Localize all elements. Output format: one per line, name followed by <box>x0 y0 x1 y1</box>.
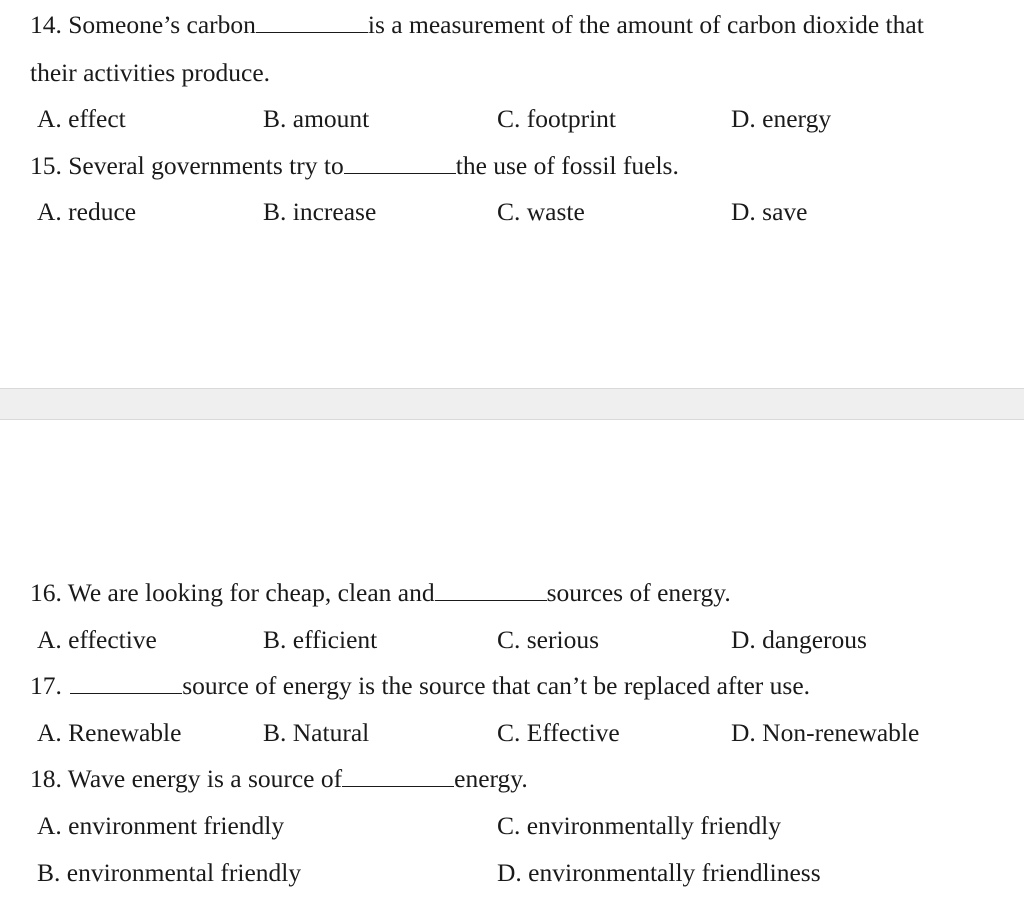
question-14-option-c: C. footprint <box>497 104 616 133</box>
question-16-option-c: C. serious <box>497 625 599 654</box>
question-14-option-a: A. effect <box>37 104 126 133</box>
question-16-option-a: A. effective <box>37 625 157 654</box>
question-15-option-d: D. save <box>731 197 808 226</box>
question-number: 16. <box>30 578 62 607</box>
question-15-stem <box>30 151 679 181</box>
question-17-option-d: D. Non-renewable <box>731 718 920 747</box>
question-14-option-b: B. amount <box>263 104 370 133</box>
question-18-stem <box>30 764 528 794</box>
question-16-option-d: D. dangerous <box>731 625 867 654</box>
question-text-after: sources of energy. <box>546 578 731 607</box>
page-separator <box>0 388 1024 420</box>
question-text-after: the use of fossil fuels. <box>455 151 679 180</box>
question-text-before: Several governments try to <box>68 151 344 180</box>
question-14-stem <box>30 10 924 40</box>
question-number: 17. <box>30 671 62 700</box>
question-18-option-d: D. environmentally friendliness <box>497 858 821 887</box>
question-number: 18. <box>30 764 62 793</box>
question-text-after: is a measurement of the amount of carbon dioxide that <box>367 10 924 39</box>
answer-blank <box>342 764 454 787</box>
answer-blank <box>70 671 182 694</box>
question-18-option-c: C. environmentally friendly <box>497 811 781 840</box>
answer-blank <box>256 10 368 33</box>
question-18-option-a: A. environment friendly <box>37 811 285 840</box>
answer-blank <box>435 578 547 601</box>
question-text-before: Someone’s carbon <box>68 10 256 39</box>
question-17-option-b: B. Natural <box>263 718 370 747</box>
question-17-option-a: A. Renewable <box>37 718 182 747</box>
question-18-option-b: B. environmental friendly <box>37 858 302 887</box>
question-number: 15. <box>30 151 62 180</box>
question-text-after: energy. <box>454 764 528 793</box>
question-16-stem <box>30 578 731 608</box>
question-15-option-b: B. increase <box>263 197 377 226</box>
question-17-stem <box>30 671 810 701</box>
question-16-option-b: B. efficient <box>263 625 378 654</box>
answer-blank <box>344 151 456 174</box>
question-14-stem-continued: their activities produce. <box>30 58 271 87</box>
question-number: 14. <box>30 10 62 39</box>
question-15-option-a: A. reduce <box>37 197 137 226</box>
question-14-option-d: D. energy <box>731 104 832 133</box>
question-text-before: Wave energy is a source of <box>67 764 343 793</box>
question-15-option-c: C. waste <box>497 197 585 226</box>
question-17-option-c: C. Effective <box>497 718 620 747</box>
question-text-before: We are looking for cheap, clean and <box>67 578 435 607</box>
question-text-after: source of energy is the source that can’t be replaced after use. <box>182 671 811 700</box>
